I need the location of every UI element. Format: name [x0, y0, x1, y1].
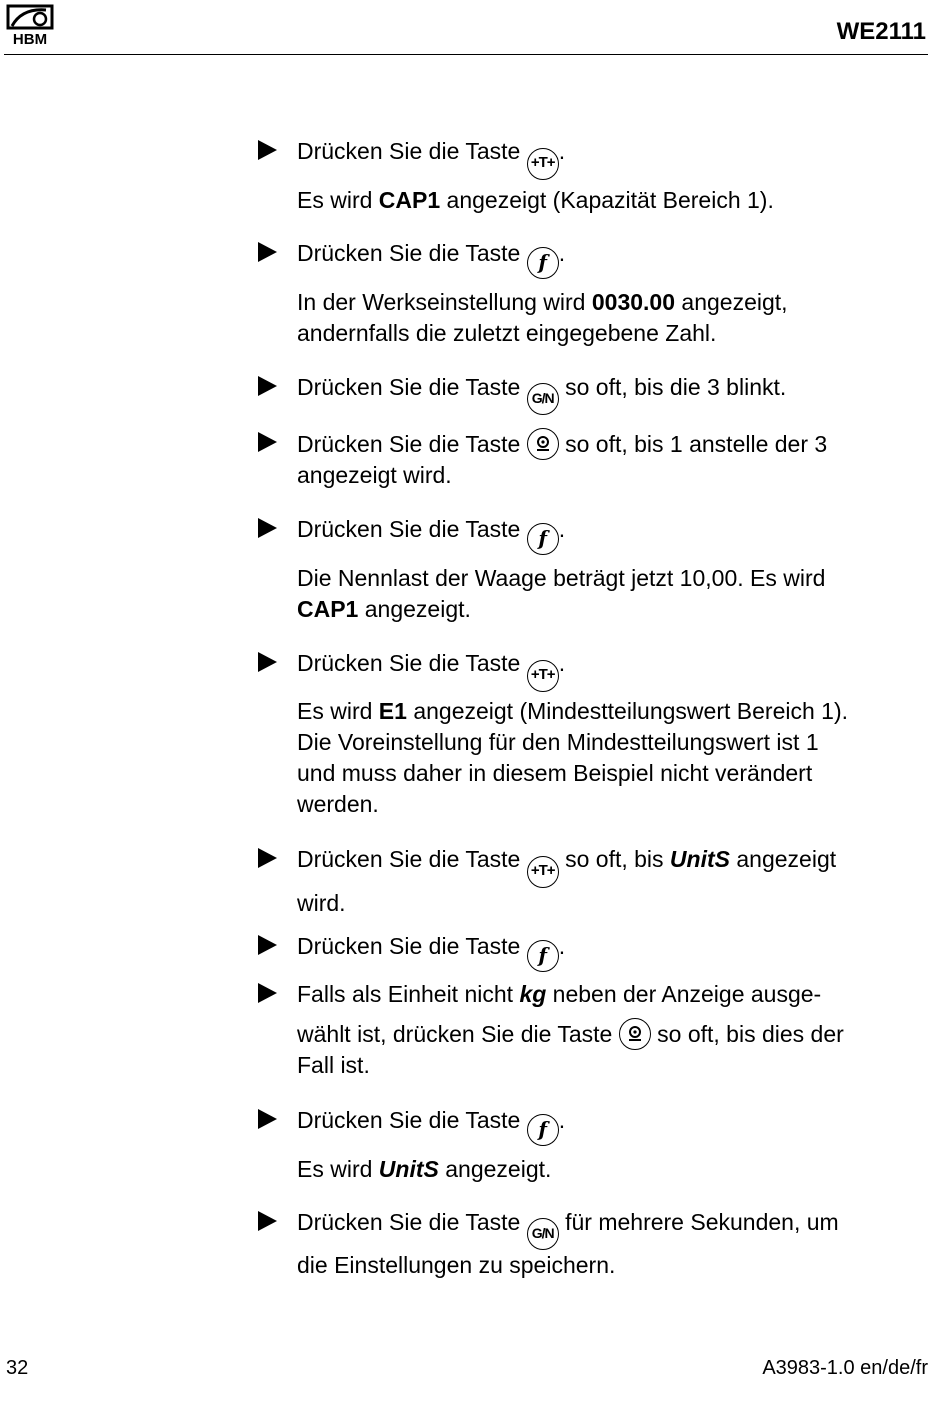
function-key-icon: f — [527, 940, 559, 972]
step-press-function: Drücken Sie die Taste f . — [258, 238, 938, 279]
function-key-icon: f — [527, 523, 559, 555]
gross-net-key-icon: G/N — [527, 1218, 559, 1250]
step-press-function: Drücken Sie die Taste f . — [258, 931, 938, 972]
model-title: WE2111 — [836, 18, 926, 45]
triangle-bullet-icon — [258, 1211, 277, 1231]
step-text-end: . — [558, 138, 566, 164]
info-e1: Es wird E1 angezeigt (Mindestteilungswert Bereich 1). Die Voreinstellung für den Mindestteilungswert ist 1 und muss daher in diesem Beispiel nicht verändert werden. — [297, 698, 848, 817]
tare-key-icon: +T+ — [527, 660, 559, 692]
step-select-kg: Falls als Einheit nicht kg neben der Anzeige ausge- wählt ist, drücken Sie die Taste so oft, bis dies der Fall ist. — [258, 979, 938, 1081]
step-press-function: Drücken Sie die Taste f . — [258, 514, 938, 555]
step-text: Drücken Sie die Taste — [297, 138, 527, 164]
triangle-bullet-icon — [258, 848, 277, 868]
function-key-icon: f — [527, 1114, 559, 1146]
triangle-bullet-icon — [258, 140, 277, 160]
function-key-icon: f — [527, 247, 559, 279]
triangle-bullet-icon — [258, 518, 277, 538]
logo-text: HBM — [12, 31, 48, 46]
triangle-bullet-icon — [258, 935, 277, 955]
triangle-bullet-icon — [258, 652, 277, 672]
tare-key-icon: +T+ — [527, 856, 559, 888]
step-press-tare-units: Drücken Sie die Taste +T+ so oft, bis UnitS angezeigt wird. — [258, 844, 938, 919]
gross-net-key-icon: G/N — [527, 383, 559, 415]
triangle-bullet-icon — [258, 1109, 277, 1129]
tare-key-icon: +T+ — [527, 148, 559, 180]
header-rule — [4, 54, 928, 55]
step-save-settings: Drücken Sie die Taste G/N für mehrere Sekunden, um die Einstellungen zu speichern. — [258, 1207, 938, 1281]
step-press-zero: Drücken Sie die Taste so oft, bis 1 anstelle der 3 angezeigt wird. — [258, 428, 938, 491]
info-factory-setting: In der Werkseinstellung wird 0030.00 angezeigt, andernfalls die zuletzt eingegebene Zahl. — [297, 289, 788, 346]
info-units: Es wird UnitS angezeigt. — [297, 1156, 552, 1182]
document-code: A3983-1.0 en/de/fr — [762, 1357, 928, 1379]
triangle-bullet-icon — [258, 983, 277, 1003]
zero-key-icon — [527, 428, 559, 460]
page-number: 32 — [6, 1357, 29, 1379]
step-press-gross-net: Drücken Sie die Taste G/N so oft, bis die 3 blinkt. — [258, 372, 938, 415]
hbm-logo — [6, 4, 56, 46]
zero-key-icon — [619, 1018, 651, 1050]
step-press-tare: Drücken Sie die Taste +T+ . — [258, 648, 938, 692]
triangle-bullet-icon — [258, 242, 277, 262]
info-nominal-load: Die Nennlast der Waage beträgt jetzt 10,00. Es wird CAP1 angezeigt. — [297, 565, 826, 622]
info-cap1: Es wird CAP1 angezeigt (Kapazität Bereich 1). — [297, 187, 774, 213]
step-press-function: Drücken Sie die Taste f . — [258, 1105, 938, 1146]
triangle-bullet-icon — [258, 432, 277, 452]
step-press-tare — [258, 136, 938, 180]
triangle-bullet-icon — [258, 376, 277, 396]
